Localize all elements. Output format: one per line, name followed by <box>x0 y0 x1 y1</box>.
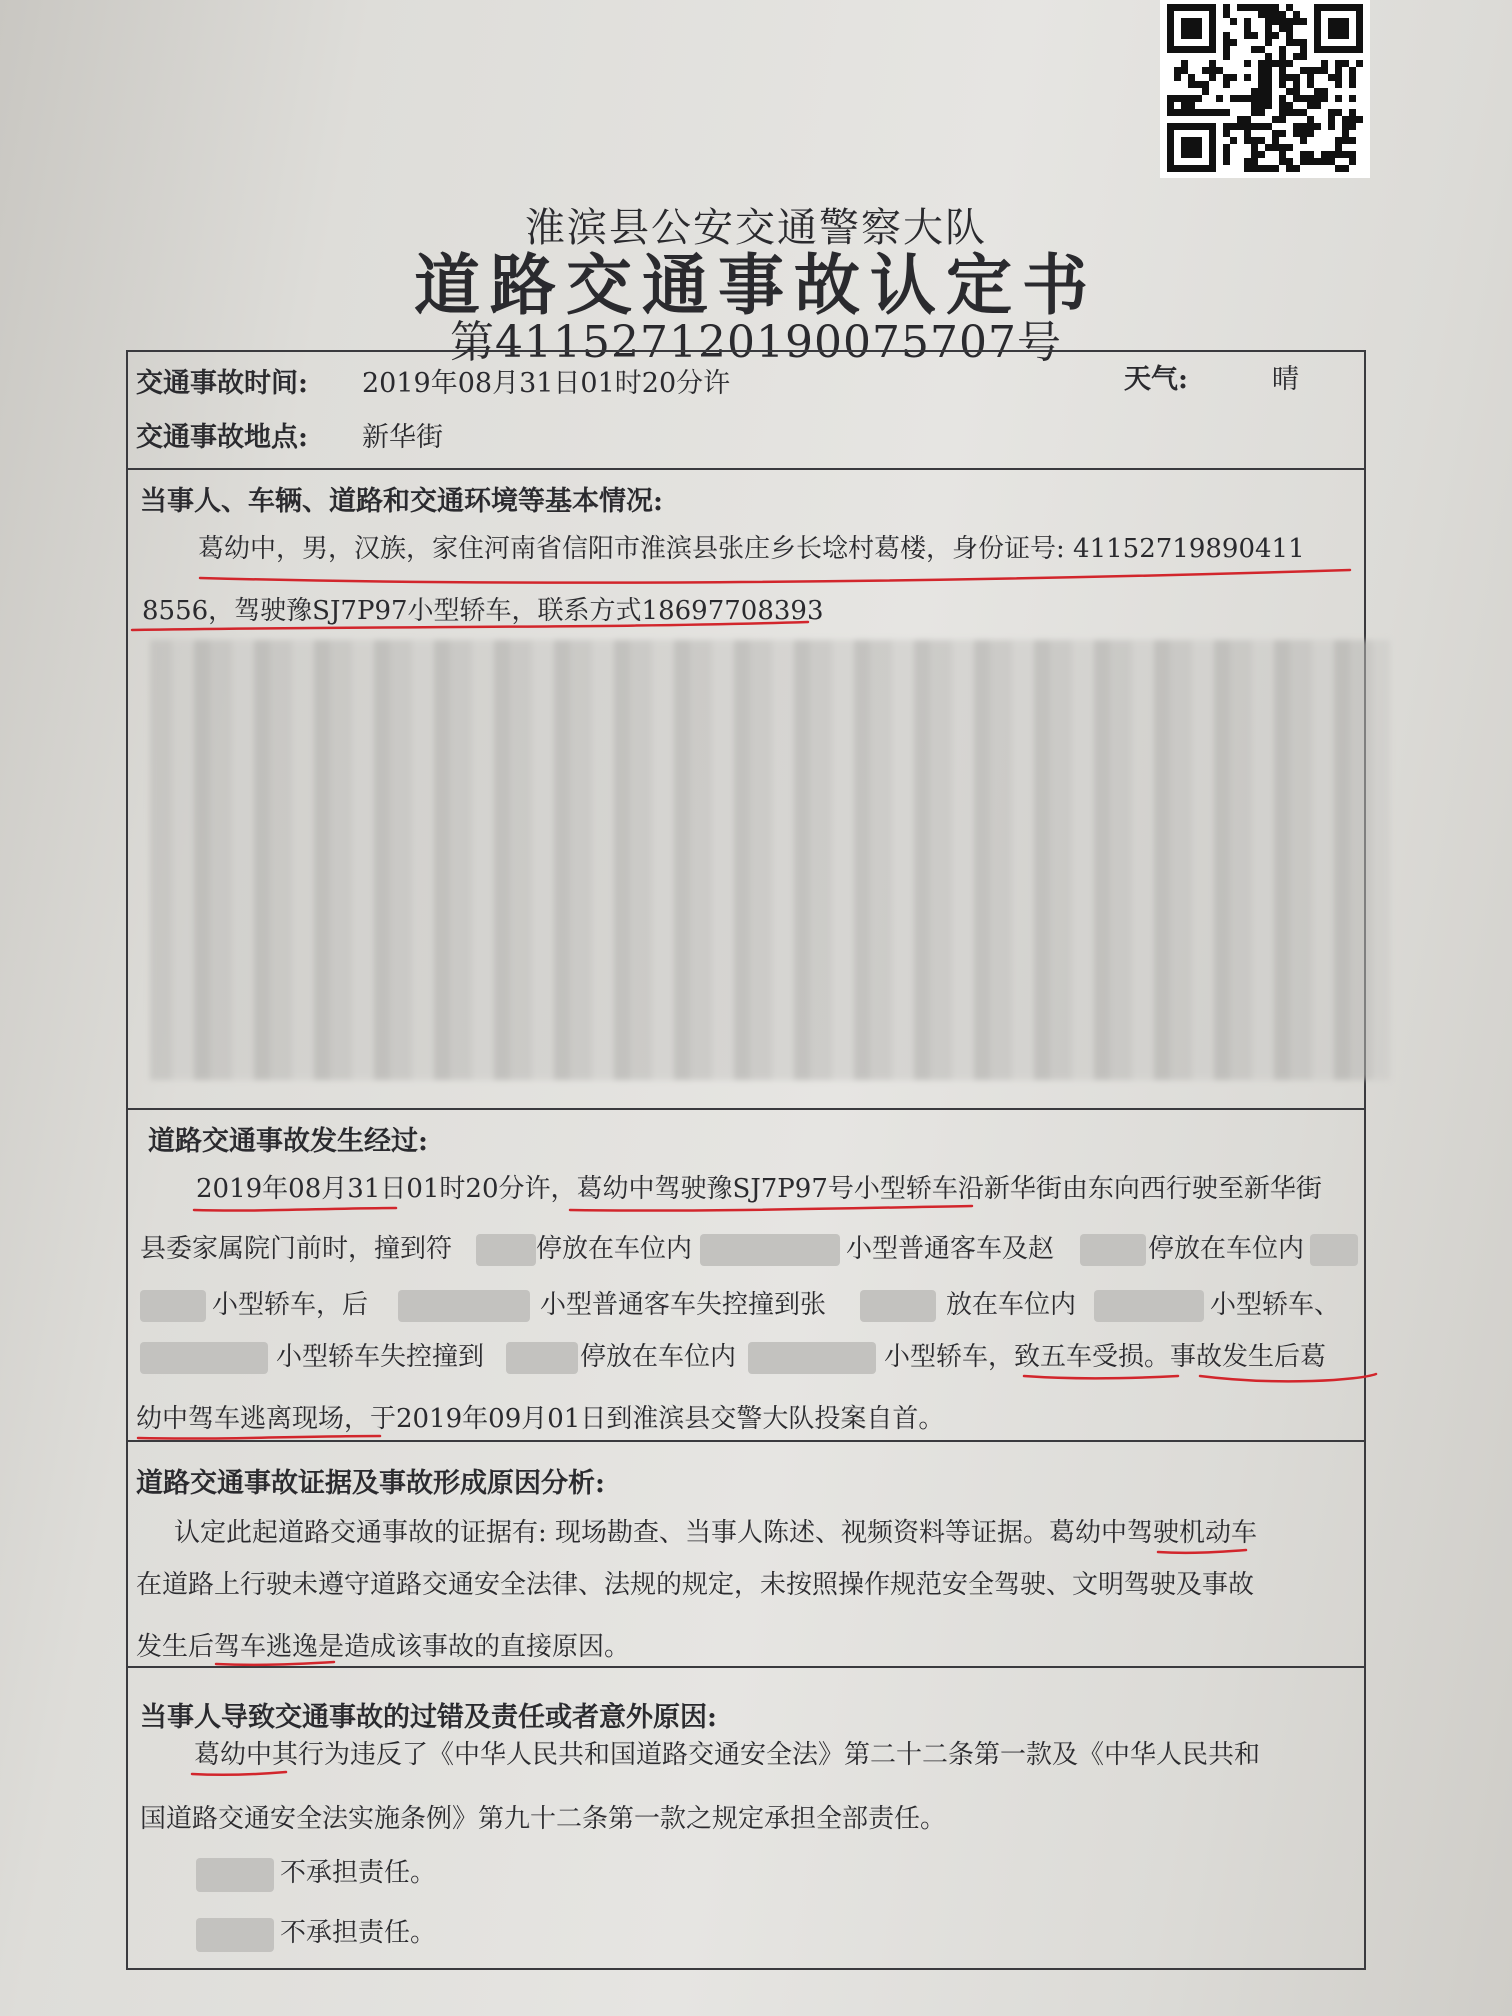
process-line: 放在车位内 <box>946 1290 1077 1320</box>
underline-mark <box>1200 1374 1376 1381</box>
process-line: 县委家属院门前时，撞到符 <box>140 1234 453 1264</box>
responsibility-heading: 当事人导致交通事故的过错及责任或者意外原因: <box>140 1702 717 1733</box>
weather-label: 天气: <box>1124 364 1188 395</box>
process-line: 幼中驾车逃离现场，于2019年09月01日到淮滨县交警大队投案自首。 <box>136 1404 945 1434</box>
weather-value: 晴 <box>1272 364 1299 395</box>
underline-mark <box>138 1436 380 1439</box>
process-line: 小型轿车、 <box>1210 1290 1341 1320</box>
underline-mark <box>216 1662 334 1665</box>
responsibility-line: 不承担责任。 <box>280 1858 437 1888</box>
issuing-agency: 淮滨县公安交通警察大队 <box>525 205 987 251</box>
evidence-heading: 道路交通事故证据及事故形成原因分析: <box>136 1468 605 1499</box>
underline-mark <box>192 1772 286 1775</box>
accident-place-label: 交通事故地点: <box>136 422 308 453</box>
process-line: 2019年08月31日01时20分许，葛幼中驾驶豫SJ7P97号小型轿车沿新华街由东向西行驶至新华街 <box>196 1174 1322 1204</box>
evidence-line: 在道路上行驶未遵守道路交通安全法律、法规的规定，未按照操作规范安全驾驶、文明驾驶及事故 <box>136 1570 1255 1600</box>
accident-time-value: 2019年08月31日01时20分许 <box>362 368 731 399</box>
accident-place-value: 新华街 <box>362 422 443 453</box>
underline-mark <box>132 622 808 630</box>
process-line: 停放在车位内 <box>536 1234 693 1264</box>
underline-mark <box>194 1208 396 1211</box>
underline-mark <box>1024 1376 1178 1378</box>
accident-time-label: 交通事故时间: <box>136 368 308 399</box>
responsibility-line: 国道路交通安全法实施条例》第九十二条第一款之规定承担全部责任。 <box>140 1804 947 1834</box>
evidence-line: 认定此起道路交通事故的证据有: 现场勘查、当事人陈述、视频资料等证据。葛幼中驾驶机动车 <box>174 1518 1258 1548</box>
process-line: 停放在车位内 <box>580 1342 737 1372</box>
responsibility-line: 不承担责任。 <box>280 1918 437 1948</box>
process-line: 小型轿车，后 <box>212 1290 369 1320</box>
evidence-line: 发生后驾车逃逸是造成该事故的直接原因。 <box>136 1632 631 1662</box>
party-info-line: 葛幼中，男，汉族，家住河南省信阳市淮滨县张庄乡长埝村葛楼，身份证号: 41152719890411 <box>198 534 1305 564</box>
accident-process-heading: 道路交通事故发生经过: <box>148 1126 428 1157</box>
party-info-line: 8556，驾驶豫SJ7P97小型轿车，联系方式18697708393 <box>142 596 824 626</box>
document-title: 道路交通事故认定书 <box>414 246 1098 324</box>
underline-mark <box>1158 1550 1246 1553</box>
process-line: 停放在车位内 <box>1148 1234 1305 1264</box>
responsibility-line: 葛幼中其行为违反了《中华人民共和国道路交通安全法》第二十二条第一款及《中华人民共和 <box>194 1740 1261 1770</box>
underline-mark <box>200 570 1350 583</box>
document-number: 第411527120190075707号 <box>450 317 1062 368</box>
process-line: 小型普通客车失控撞到张 <box>540 1290 827 1320</box>
basic-situation-heading: 当事人、车辆、道路和交通环境等基本情况: <box>140 486 663 517</box>
process-line: 小型普通客车及赵 <box>846 1234 1055 1264</box>
underline-mark <box>570 1206 972 1211</box>
process-line: 小型轿车，致五车受损。事故发生后葛 <box>884 1342 1327 1372</box>
process-line: 小型轿车失控撞到 <box>276 1342 485 1372</box>
